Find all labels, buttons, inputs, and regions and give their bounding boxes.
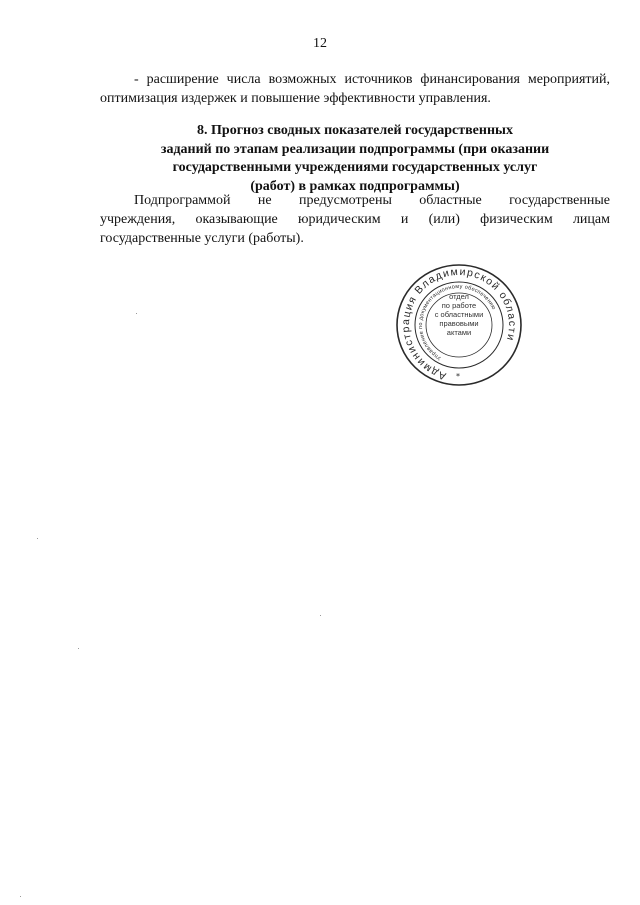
stamp-outer-text: Администрация Владимирской области bbox=[399, 265, 519, 383]
stamp-inner-line: правовыми bbox=[439, 319, 479, 328]
stamp-inner-line: с областными bbox=[434, 310, 484, 319]
body-line: Подпрограммой не предусмотрены областные государственные bbox=[134, 193, 610, 208]
scan-speck bbox=[20, 896, 21, 897]
heading-line: 8. Прогноз сводных показателей государственных bbox=[197, 123, 513, 138]
heading-line: государственными учреждениями государственных услуг bbox=[172, 160, 538, 175]
body-paragraph bbox=[100, 191, 610, 248]
stamp-ring-text: Управление по документационному обеспечению bbox=[417, 283, 497, 361]
scan-speck bbox=[37, 538, 38, 539]
official-stamp bbox=[394, 262, 524, 388]
scan-speck bbox=[320, 615, 321, 616]
stamp-inner-line: по работе bbox=[441, 301, 477, 310]
scan-speck bbox=[136, 313, 137, 314]
stamp-inner-line: отдел bbox=[449, 292, 469, 301]
heading-line: заданий по этапам реализации подпрограммы (при оказании bbox=[160, 141, 550, 157]
scan-speck bbox=[78, 648, 79, 649]
body-line: государственные услуги (работы). bbox=[100, 231, 304, 246]
section-heading bbox=[100, 122, 610, 196]
heading-line: (работ) в рамках подпрограммы) bbox=[250, 178, 460, 194]
stamp-star: * bbox=[456, 372, 460, 381]
body-line: учреждения, оказывающие юридическим и (или) физическим лицам bbox=[100, 212, 610, 227]
stamp-inner-line: актами bbox=[446, 328, 472, 337]
bullet-paragraph: - расширение числа возможных источников финансирования мероприятий, оптимизация издержек и повышение эффективности управления. bbox=[100, 72, 610, 106]
stamp-inner-text bbox=[424, 292, 494, 337]
page-number: 12 bbox=[313, 36, 327, 51]
